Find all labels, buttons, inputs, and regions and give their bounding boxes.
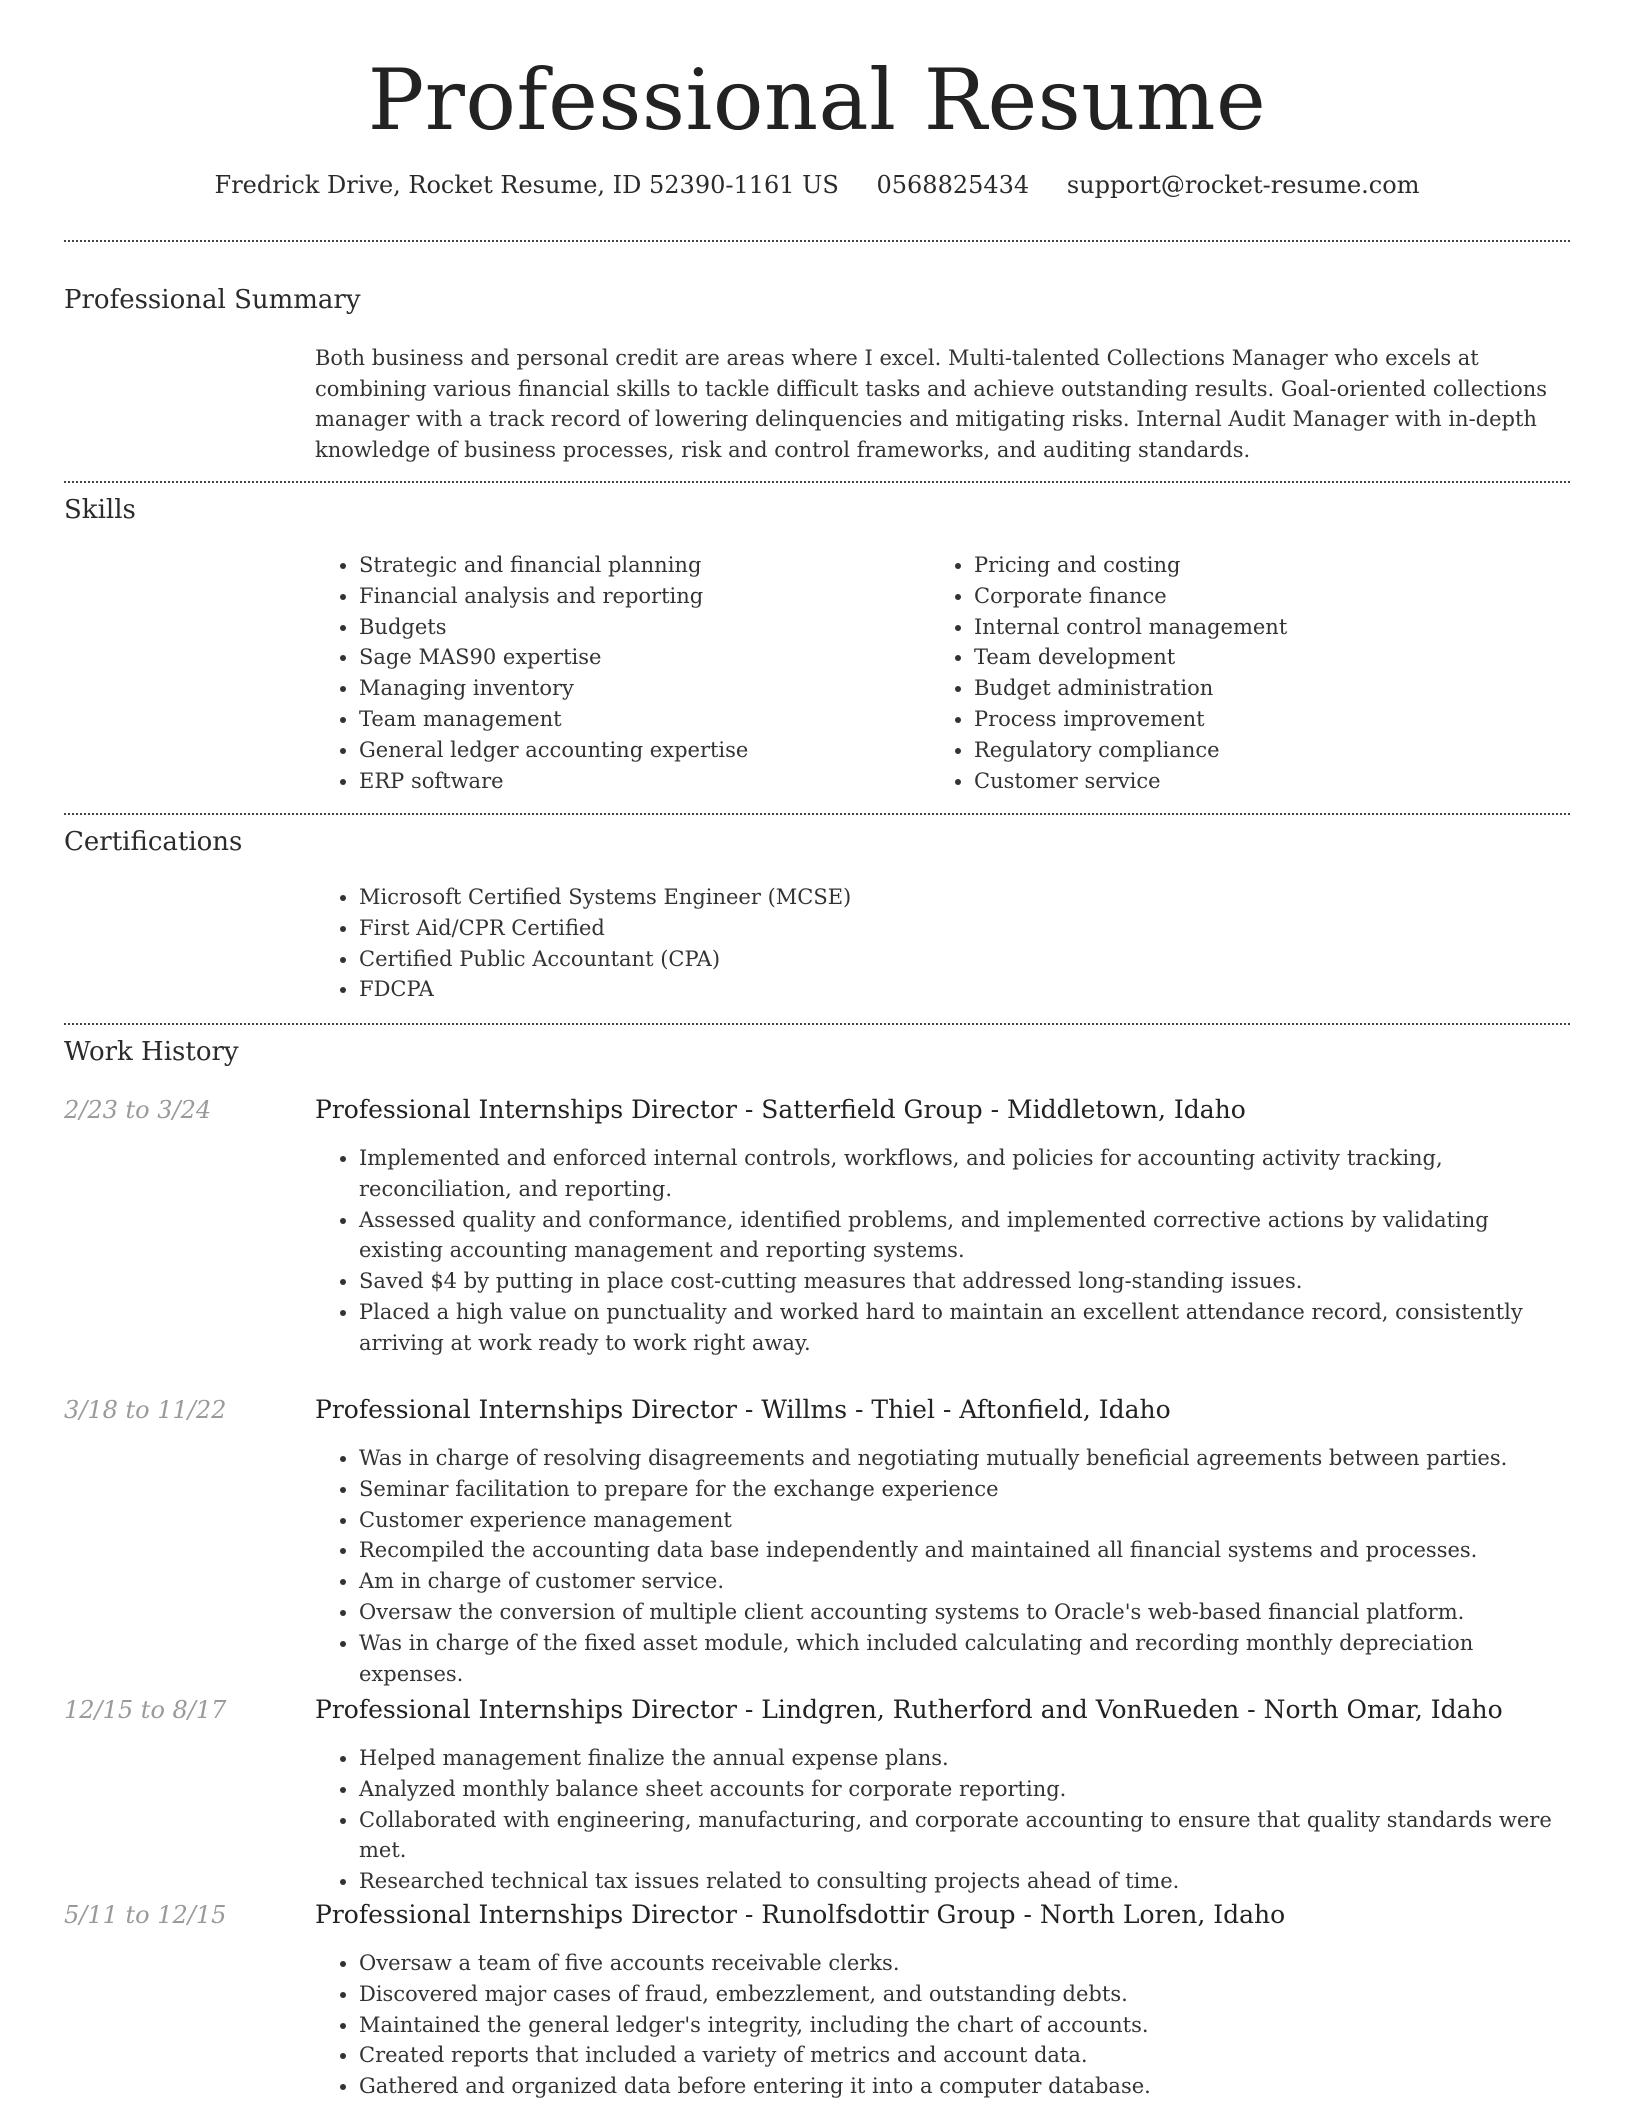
list-item: • Recompiled the accounting data base independently and maintained all financial systems and processes.	[359, 1535, 1570, 1566]
job-title: Professional Internships Director - Satterfield Group - Middletown, Idaho	[315, 1095, 1246, 1124]
list-item: • Was in charge of resolving disagreements and negotiating mutually beneficial agreements between parties.	[359, 1443, 1570, 1474]
divider	[64, 1023, 1570, 1025]
list-item: • Collaborated with engineering, manufacturing, and corporate accounting to ensure that quality standards were met.	[359, 1805, 1570, 1867]
contact-phone: 0568825434	[876, 171, 1030, 199]
list-item: • ERP software	[359, 766, 929, 797]
list-item: • Maintained the general ledger's integrity, including the chart of accounts.	[359, 2010, 1570, 2041]
section-title-summary: Professional Summary	[64, 285, 361, 315]
list-item: • First Aid/CPR Certified	[359, 913, 1559, 944]
list-item: • Team management	[359, 704, 929, 735]
contact-address: Fredrick Drive, Rocket Resume, ID 52390-1161 US	[214, 171, 839, 199]
job-dates: 2/23 to 3/24	[64, 1096, 212, 1124]
divider	[64, 481, 1570, 483]
list-item: • Sage MAS90 expertise	[359, 642, 929, 673]
list-item: • Pricing and costing	[974, 550, 1574, 581]
summary-text: Both business and personal credit are areas where I excel. Multi-talented Collections Manager who excels at combining various financial skills to tackle difficult tasks and achieve outstanding results. Goal-oriented collections manager with a track record of lowering delinquencies and mitigating risks. Internal Audit Manager with in-depth knowledge of business processes, risk and control frameworks, and auditing standards.	[315, 346, 1548, 462]
list-item: • Customer experience management	[359, 1505, 1570, 1536]
list-item: • Managing inventory	[359, 673, 929, 704]
list-item: • Placed a high value on punctuality and worked hard to maintain an excellent attendance record, consistently arriving at work ready to work right away.	[359, 1297, 1570, 1359]
list-item: • Saved $4 by putting in place cost-cutting measures that addressed long-standing issues.	[359, 1266, 1570, 1297]
job-bullets	[315, 1143, 1570, 1359]
list-item: • Regulatory compliance	[974, 735, 1574, 766]
job-bullets	[315, 1443, 1570, 1689]
list-item: • Customer service	[974, 766, 1574, 797]
certifications-list	[315, 882, 1559, 1005]
job-title: Professional Internships Director - Runolfsdottir Group - North Loren, Idaho	[315, 1900, 1286, 1929]
section-title-skills: Skills	[64, 495, 136, 525]
job-dates: 3/18 to 11/22	[64, 1396, 227, 1424]
job-dates: 12/15 to 8/17	[64, 1696, 227, 1724]
list-item: • Strategic and financial planning	[359, 550, 929, 581]
list-item: • General ledger accounting expertise	[359, 735, 929, 766]
list-item: • Created reports that included a variety of metrics and account data.	[359, 2040, 1570, 2071]
contact-line	[64, 168, 1570, 202]
list-item: • Helped management finalize the annual expense plans.	[359, 1743, 1570, 1774]
list-item: • FDCPA	[359, 974, 1559, 1005]
list-item: • Oversaw the conversion of multiple client accounting systems to Oracle's web-based financial platform.	[359, 1597, 1570, 1628]
list-item: • Analyzed monthly balance sheet accounts for corporate reporting.	[359, 1774, 1570, 1805]
list-item: • Financial analysis and reporting	[359, 581, 929, 612]
list-item: • Corporate finance	[974, 581, 1574, 612]
list-item: • Researched technical tax issues related to consulting projects ahead of time.	[359, 1866, 1570, 1897]
resume-title: Professional Resume	[367, 51, 1267, 149]
list-item: • Seminar facilitation to prepare for the exchange experience	[359, 1474, 1570, 1505]
job-bullets	[315, 1948, 1570, 2102]
list-item: • Budgets	[359, 612, 929, 643]
list-item: • Certified Public Accountant (CPA)	[359, 944, 1559, 975]
list-item: • Was in charge of the fixed asset module, which included calculating and recording monthly depreciation expenses.	[359, 1628, 1570, 1690]
job-title: Professional Internships Director - Willms - Thiel - Aftonfield, Idaho	[315, 1395, 1171, 1424]
list-item: • Gathered and organized data before entering it into a computer database.	[359, 2071, 1570, 2102]
list-item: • Microsoft Certified Systems Engineer (MCSE)	[359, 882, 1559, 913]
job-bullets	[315, 1743, 1570, 1897]
section-title-certifications: Certifications	[64, 827, 243, 857]
divider	[64, 813, 1570, 815]
list-item: • Discovered major cases of fraud, embezzlement, and outstanding debts.	[359, 1979, 1570, 2010]
divider	[64, 240, 1570, 242]
list-item: • Assessed quality and conformance, identified problems, and implemented corrective actions by validating existing accounting management and reporting systems.	[359, 1205, 1570, 1267]
skills-list-left	[315, 550, 929, 796]
list-item: • Process improvement	[974, 704, 1574, 735]
contact-email: support@rocket-resume.com	[1066, 171, 1420, 199]
list-item: • Team development	[974, 642, 1574, 673]
list-item: • Am in charge of customer service.	[359, 1566, 1570, 1597]
section-title-work-history: Work History	[64, 1037, 239, 1067]
list-item: • Budget administration	[974, 673, 1574, 704]
resume-page	[64, 0, 1570, 2112]
job-title: Professional Internships Director - Lindgren, Rutherford and VonRueden - North Omar, Idaho	[315, 1695, 1503, 1724]
job-dates: 5/11 to 12/15	[64, 1901, 227, 1929]
list-item: • Internal control management	[974, 612, 1574, 643]
skills-list-right	[930, 550, 1574, 796]
list-item: • Implemented and enforced internal controls, workflows, and policies for accounting activity tracking, reconciliation, and reporting.	[359, 1143, 1570, 1205]
list-item: • Oversaw a team of five accounts receivable clerks.	[359, 1948, 1570, 1979]
